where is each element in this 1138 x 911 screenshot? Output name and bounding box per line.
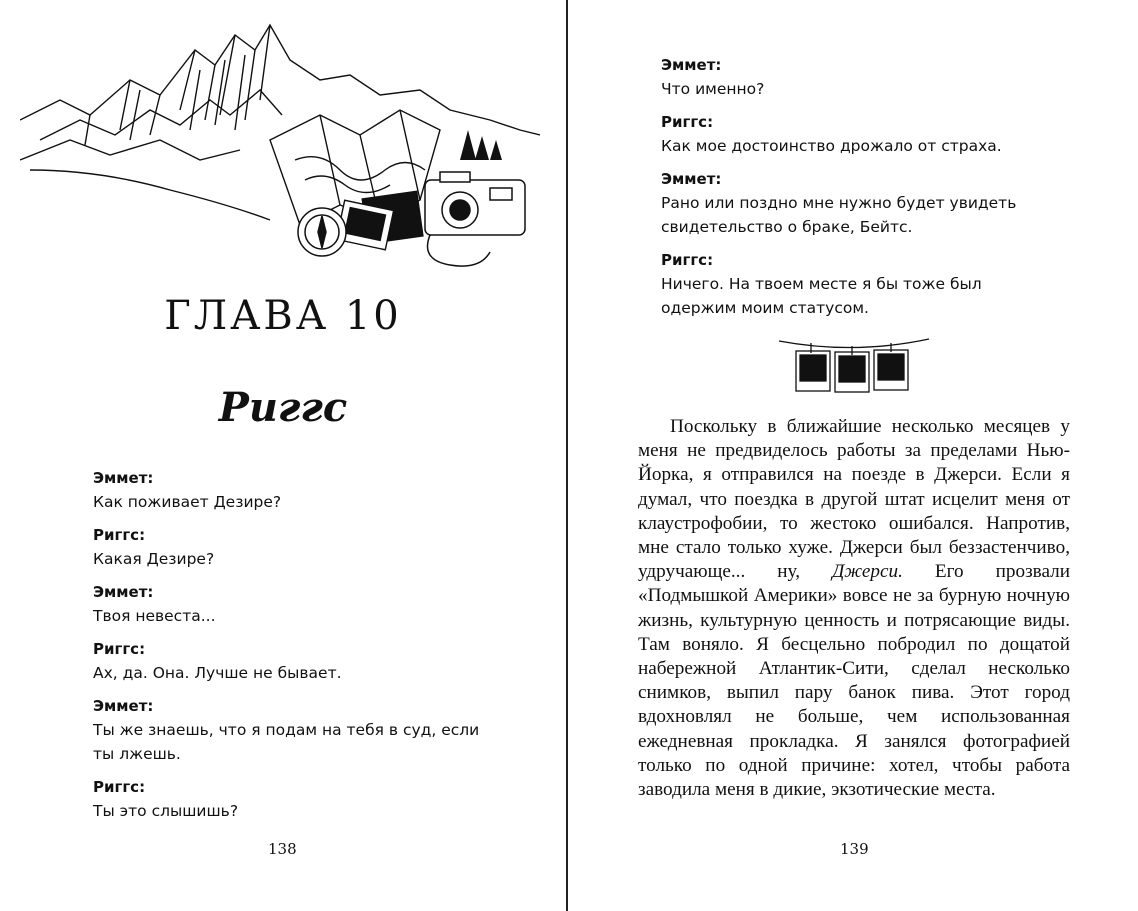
speaker-label: Риггс:	[93, 640, 146, 658]
page-number-left: 138	[268, 840, 297, 858]
speaker-label: Эммет:	[661, 170, 722, 188]
speaker-label: Эммет:	[93, 697, 154, 715]
dialogue-entry	[661, 110, 1046, 158]
dialogue-entry	[93, 637, 493, 685]
message-text: Какая Дезире?	[93, 550, 215, 568]
message-text: Ты это слышишь?	[93, 802, 239, 820]
dialogue-entry	[661, 248, 1046, 320]
message-text: Что именно?	[661, 80, 765, 98]
dialogue-entry	[661, 167, 1046, 239]
photo-garland-icon	[774, 333, 934, 403]
left-page	[0, 0, 566, 911]
speaker-label: Риггс:	[661, 251, 714, 269]
dialogue-entry	[93, 775, 493, 823]
speaker-label: Риггс:	[93, 778, 146, 796]
prose-italic-text: Джерси.	[832, 561, 903, 583]
dialogue-entry	[93, 580, 493, 628]
message-text: Ничего. На твоем месте я бы тоже был одержим моим статусом.	[661, 275, 982, 317]
camera-icon	[425, 172, 525, 266]
prose-text: Его прозвали «Подмышкой Америки» вовсе не за бурную ночную жизнь, культурную ценность и потрясающие виды. Там воняло. Я бесцельно побродил по дощатой набережной Атлантик-Сити, сделал несколько снимков, выпил пару банок пива. Этот город вдохновлял не больше, чем использованная ежедневная прокладка. Я занялся фотографией только по одной причине: хотел, чтобы работа заводила меня в дикие, экзотические места.	[638, 561, 1071, 801]
message-text: Ах, да. Она. Лучше не бывает.	[93, 664, 342, 682]
prose-paragraph	[638, 415, 1070, 802]
chapter-pov-name: Риггс	[218, 384, 348, 431]
speaker-label: Риггс:	[661, 113, 714, 131]
message-text: Как мое достоинство дрожало от страха.	[661, 137, 1002, 155]
speaker-label: Эммет:	[93, 583, 154, 601]
dialogue-entry	[93, 466, 493, 514]
speaker-label: Эммет:	[661, 56, 722, 74]
dialogue-entry	[661, 53, 1046, 101]
message-text: Как поживает Дезире?	[93, 493, 282, 511]
dialogue-entry	[93, 694, 493, 766]
speaker-label: Риггс:	[93, 526, 146, 544]
message-text: Ты же знаешь, что я подам на тебя в суд, если ты лжешь.	[93, 721, 480, 763]
dialogue-block-right	[661, 53, 1046, 329]
message-text: Рано или поздно мне нужно будет увидеть свидетельство о браке, Бейтс.	[661, 194, 1017, 236]
dialogue-entry	[93, 523, 493, 571]
speaker-label: Эммет:	[93, 469, 154, 487]
dialogue-block-left	[93, 466, 493, 832]
compass-icon	[298, 208, 346, 256]
page-number-right: 139	[840, 840, 869, 858]
right-page	[568, 0, 1138, 911]
mountains-illustration	[20, 20, 540, 270]
chapter-title: ГЛАВА 10	[164, 293, 402, 339]
prose-text: Поскольку в ближайшие несколько месяцев у меня не предвиделось работы за пределами Нью-Йорка, я отправился на поезде в Джерси. Если я думал, что поездка в другой штат исцелит меня от клаустрофобии, то жестоко ошибался. Напротив, мне стало только хуже. Джерси был беззастенчиво, удручающе... ну,	[638, 416, 1070, 583]
message-text: Твоя невеста...	[93, 607, 216, 625]
